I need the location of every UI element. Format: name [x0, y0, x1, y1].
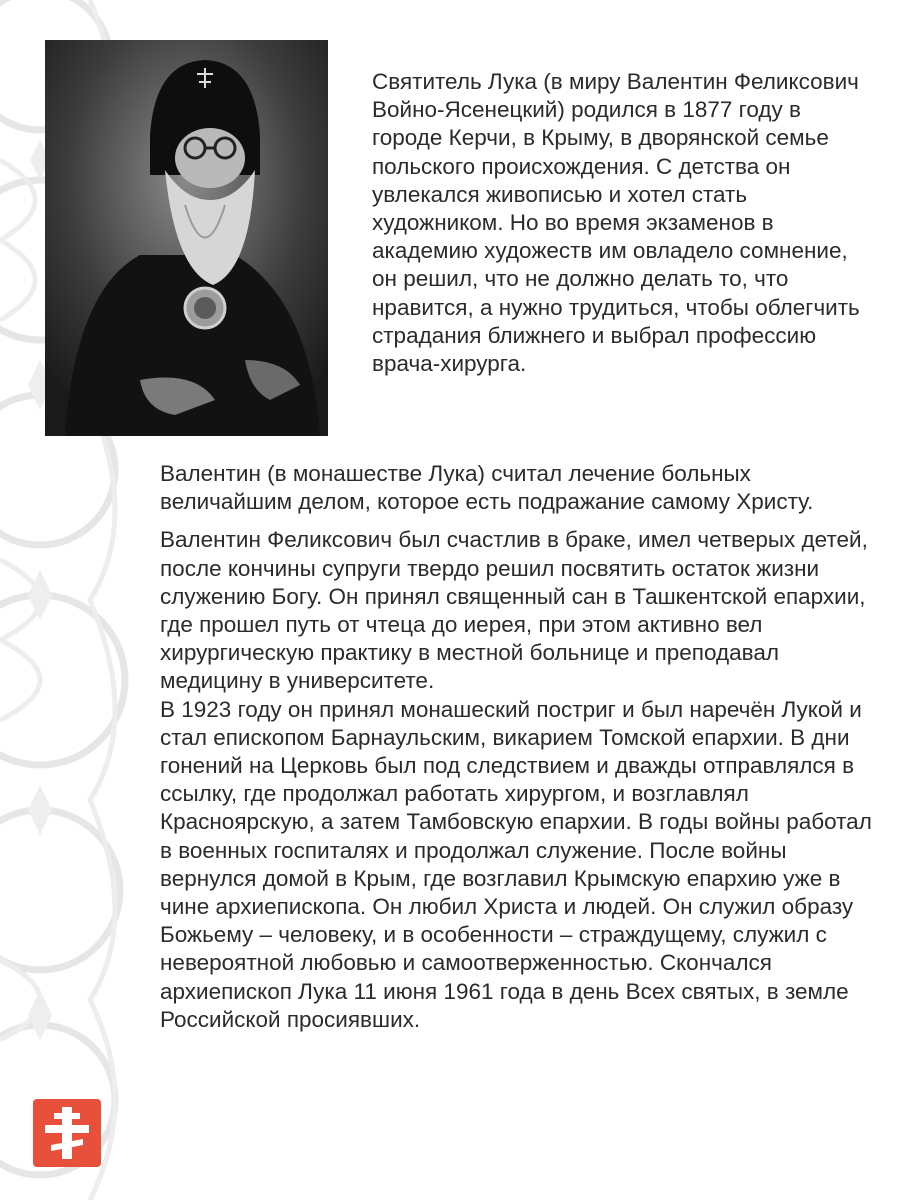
- paragraph-family-service: Валентин Феликсович был счастлив в браке, имел четверых детей, после кончины супруги твердо решил посвятить остаток жизни служению Богу. Он принял священный сан в Ташкентской епархии, где прошел путь от чтеца до иерея, при этом активно вел хирургическую практику в местной больнице и преподавал медицину в университете.: [160, 527, 868, 694]
- paragraph-healing: Валентин (в монашестве Лука) считал лечение больных величайшим делом, которое есть подражание самому Христу.: [160, 461, 814, 515]
- orthodox-cross-icon: [33, 1099, 101, 1167]
- main-text: [160, 460, 880, 1034]
- intro-paragraph: Святитель Лука (в миру Валентин Феликсович Войно-Ясенецкий) родился в 1877 году в городе Керчи, в Крыму, в дворянской семье польского происхождения. С детства он увлекался живописью и хотел стать художником. Но во время экзаменов в академию художеств им овладело сомнение, он решил, что не должно делать то, что нравится, а нужно трудиться, чтобы облегчить страдания ближнего и выбрал профессию врача-хирурга.: [372, 69, 860, 377]
- bishop-portrait-photo: [45, 40, 328, 436]
- paragraph-monastic-life: В 1923 году он принял монашеский постриг и был наречён Лукой и стал епископом Барнаульским, викарием Томской епархии. В дни гонений на Церковь был под следствием и дважды отправлялся в ссылку, где продолжал работать хирургом, и возглавлял Красноярскую, а затем Тамбовскую епархии. В годы войны работал в военных госпиталях и продолжал служение. После войны вернулся домой в Крым, где возглавил Крымскую епархию уже в чине архиепископа. Он любил Христа и людей. Он служил образу Божьему – человеку, и в особенности – страждущему, служил с невероятной любовью и самоотверженностью. Скончался архиепископ Лука 11 июня 1961 года в день Всех святых, в земле Российской просиявших.: [160, 696, 872, 1032]
- orthodox-cross-logo: [33, 1099, 101, 1167]
